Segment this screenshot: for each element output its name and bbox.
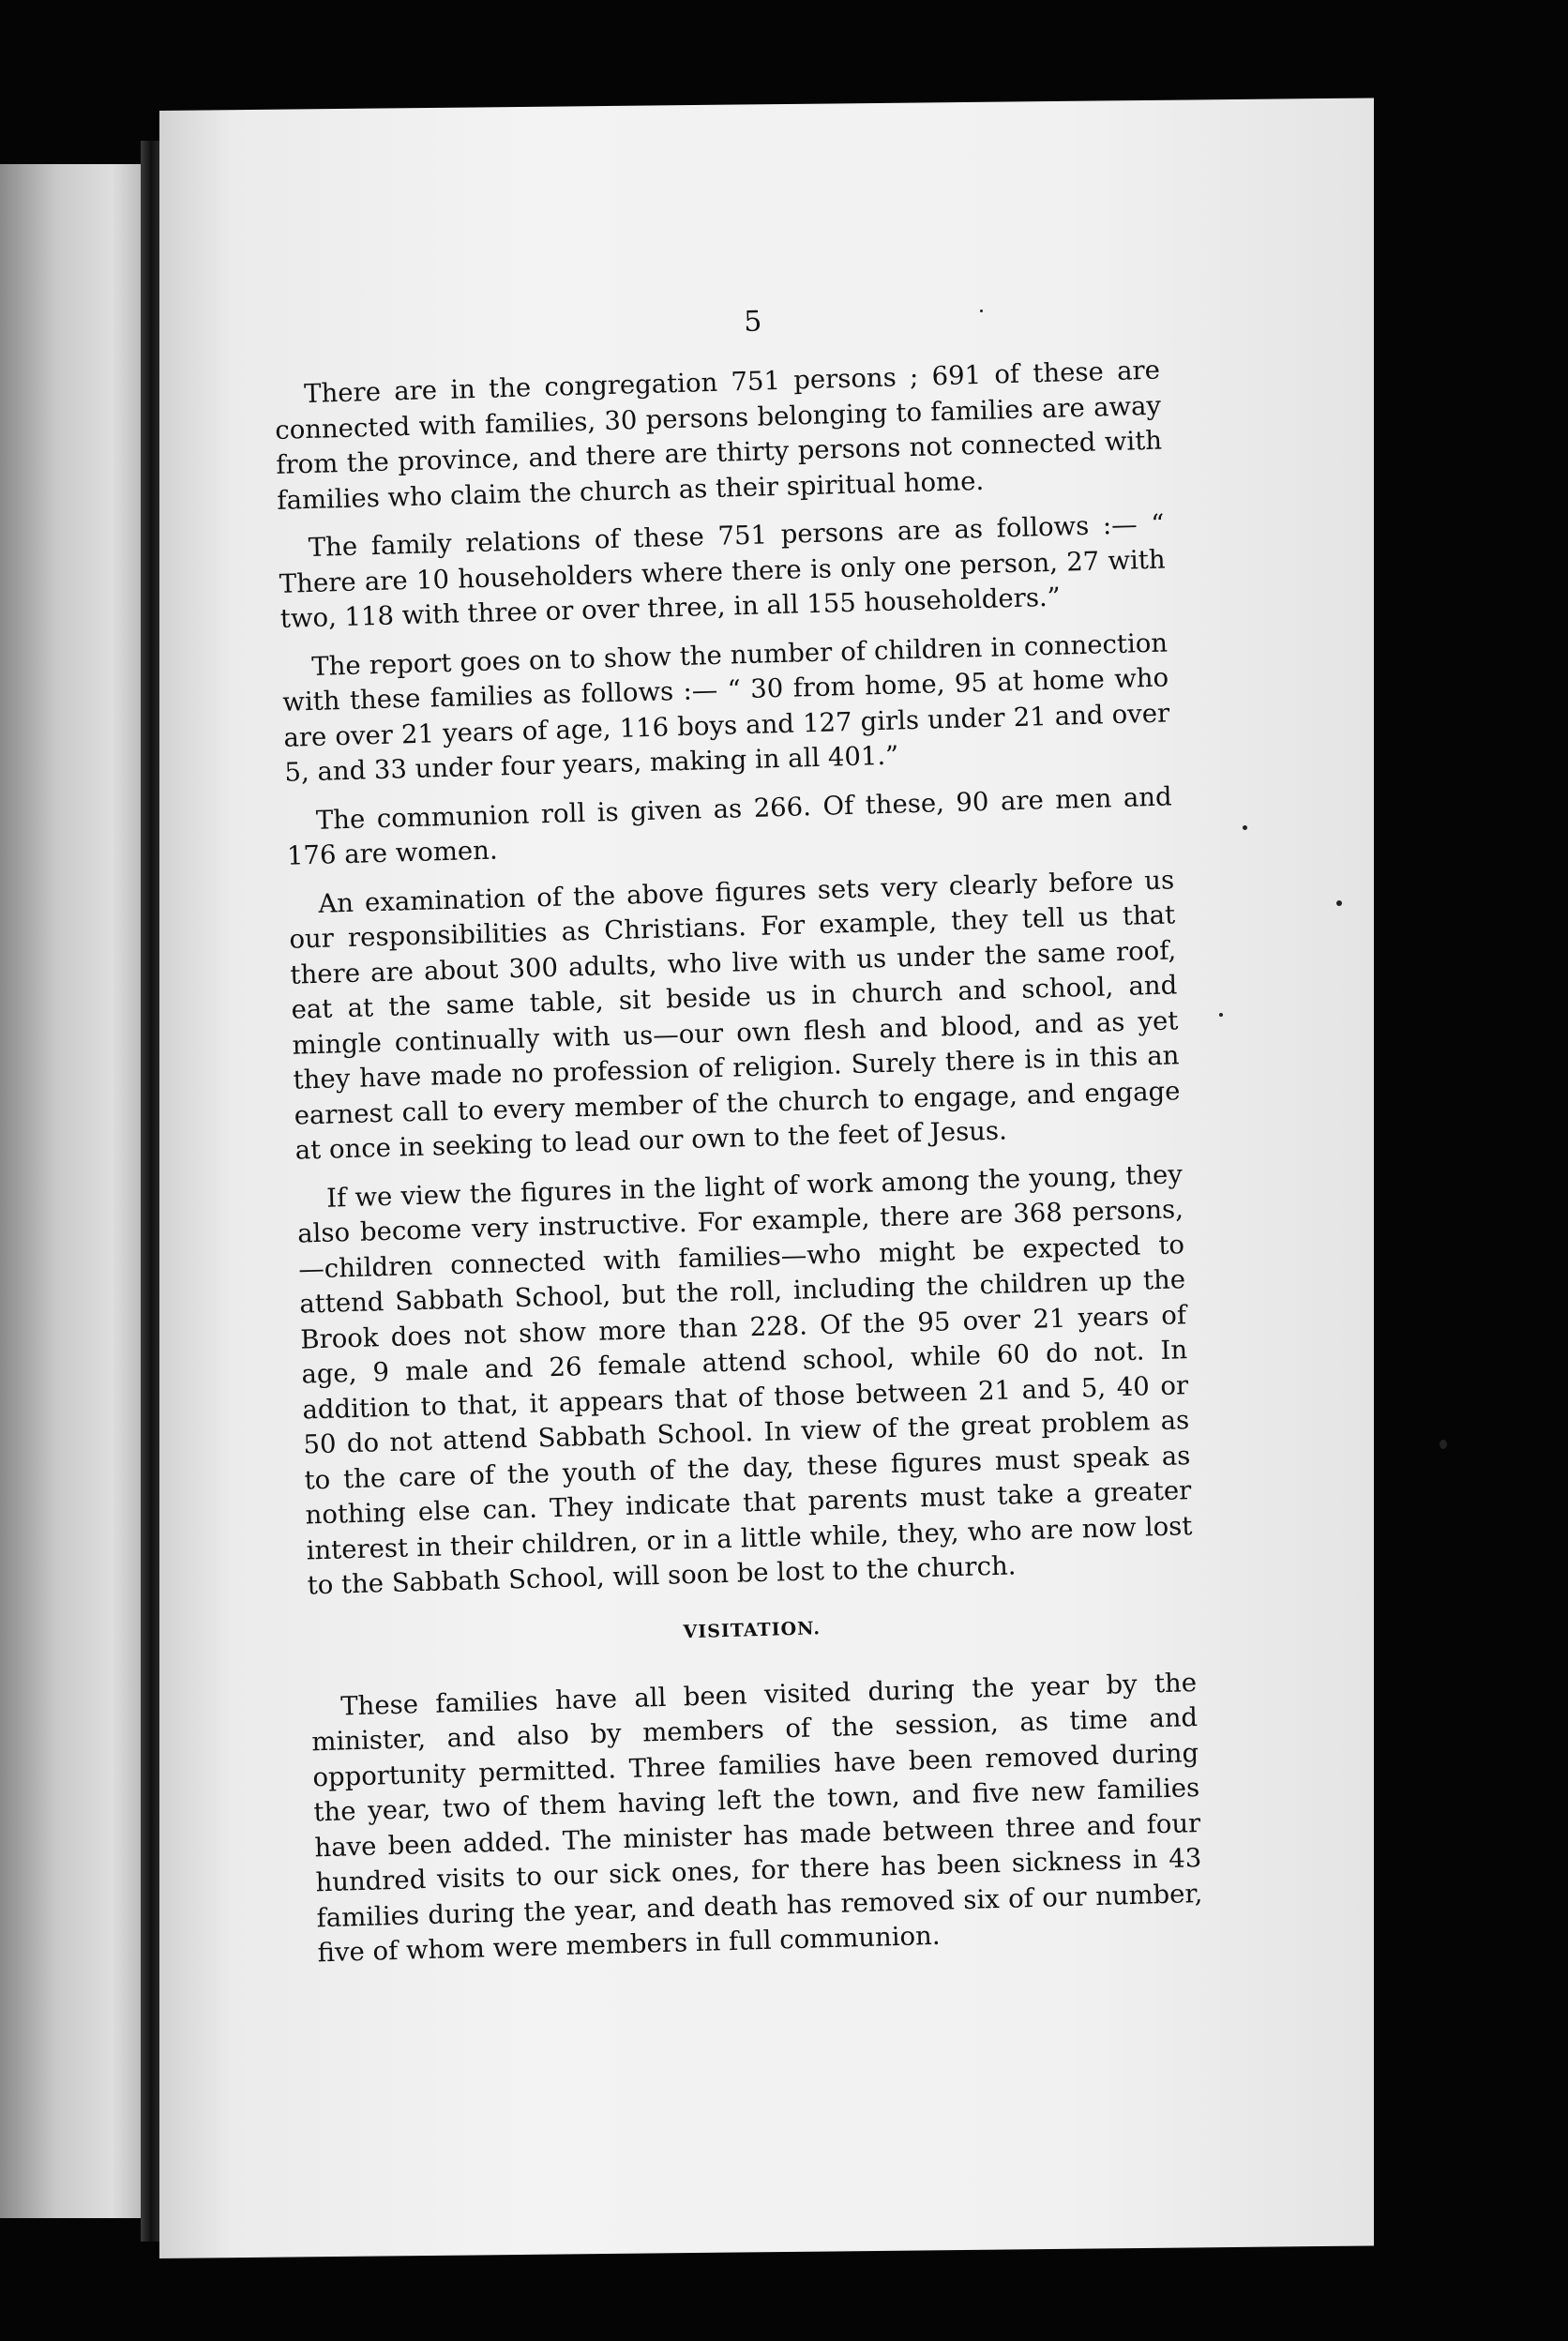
section-heading: VISITATION. <box>683 1617 822 1642</box>
dust-speck <box>1440 1440 1447 1449</box>
dust-speck <box>1243 825 1247 830</box>
paragraph: If we view the figures in the light of work among the young, they also become very instructive. For example, there are 368 persons,—children connected with families—who might be expected to attend Sabbath School, but the roll, including the children up the Brook does not show more than 228. Of the 95 over 21 years of age, 9 male and 26 female attend school, while 60 do not. In addition to that, it appears that of those between 21 and 5, 40 or 50 do not attend Sabbath School. In view of the great problem as to the care of the youth of the day, these figures must speak as nothing else can. They indicate that parents must take a greater interest in their children, or in a little while, they, who are now lost to the Sabbath School, will soon be lost to the church. <box>296 1158 1193 1601</box>
paragraph: These families have all been visited during the year by the minister, and also by members of the session, as time and opportunity permitted. Three families have been removed during the year, two of them having left the town, and five new families have been added. The minister has made between three and four hundred visits to our sick ones, for there has been sickness in 43 families during the year, and death has removed six of our number, five of whom were members in full communion. <box>310 1667 1203 1969</box>
page-text <box>272 295 1204 1985</box>
paragraph: The communion roll is given as 266. Of these, 90 are men and 176 are women. <box>286 780 1173 871</box>
paragraph: There are in the congregation 751 persons ; 691 of these are connected with families, 30 persons belonging to families are away from the province, and there are thirty persons not connected with families who claim the church as their spiritual home. <box>274 355 1163 516</box>
page-number: 5 <box>743 305 762 339</box>
paragraph: An examination of the above figures sets very clearly before us our responsibilities as Christians. For example, they tell us that there are about 300 adults, who live with us under the same roof, eat at the same table, sit beside us in church and school, and mingle continually with us—our own flesh and blood, and as yet they have made no profession of religion. Surely there is in this an earnest call to every member of the church to engage, and engage at once in seeking to lead our own to the feet of Jesus. <box>289 864 1181 1166</box>
paragraph: The family relations of these 751 persons are as follows :— “ There are 10 householders where there is only one person, 27 with two, 118 with three or over three, in all 155 householders.” <box>279 508 1166 634</box>
book-gutter <box>141 141 161 2242</box>
facing-page-edge <box>0 164 141 2218</box>
paragraph: The report goes on to show the number of children in connection with these families as follows :— “ 30 from home, 95 at home who are over 21 years of age, 116 boys and 127 girls under 21 and over 5, and 33 under four years, making in all 401.” <box>281 627 1170 788</box>
dust-speck <box>1336 900 1342 906</box>
dust-speck <box>1219 1013 1223 1017</box>
